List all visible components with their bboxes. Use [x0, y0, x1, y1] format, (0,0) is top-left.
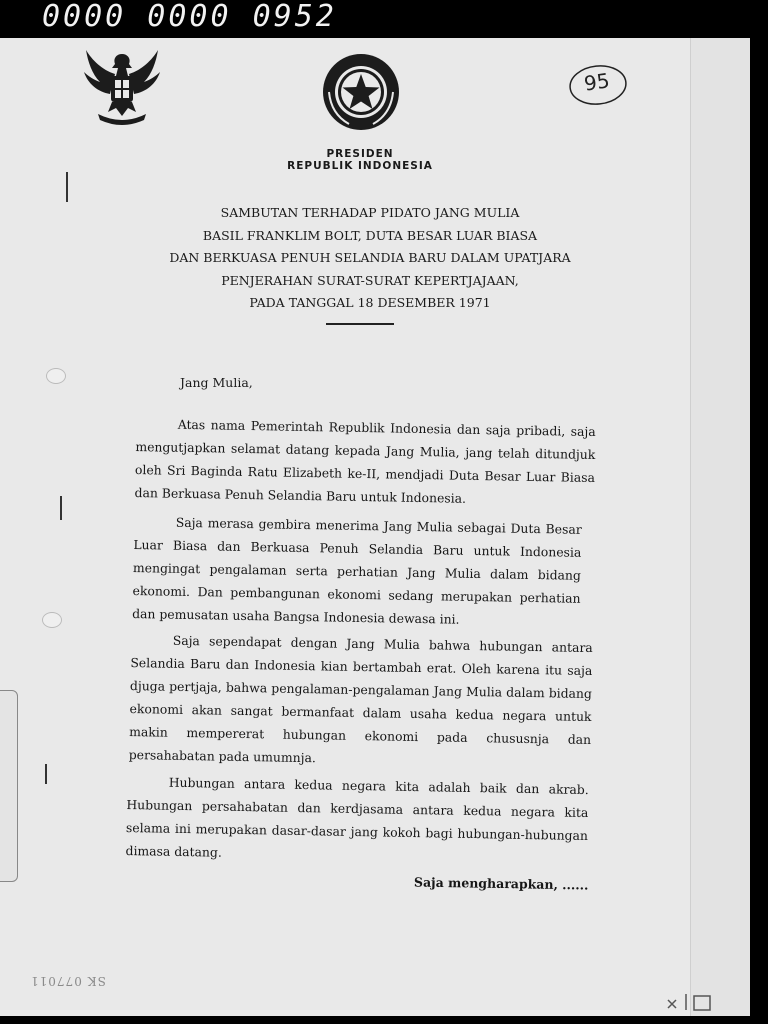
page-edge	[690, 38, 751, 1016]
office-line-2: REPUBLIK INDONESIA	[287, 160, 433, 172]
punch-hole	[42, 612, 62, 628]
office-line-1: PRESIDEN	[326, 148, 394, 160]
punch-hole	[46, 368, 66, 384]
scan-mark	[45, 764, 47, 784]
garuda-pancasila-icon	[82, 46, 162, 128]
letterhead-office	[270, 148, 450, 172]
title-line: PENJERAHAN SURAT-SURAT KEPERTJAJAAN,	[221, 272, 519, 288]
page-number-text: 95	[582, 68, 611, 96]
film-border-right	[750, 0, 768, 1024]
frame-number: 0000 0000 0952	[42, 0, 337, 34]
film-header-bar	[0, 0, 768, 38]
title-line: DAN BERKUASA PENUH SELANDIA BARU DALAM UPATJARA	[169, 250, 571, 265]
scan-mark	[66, 172, 68, 202]
archive-code: SK 077011	[30, 974, 106, 988]
title-line: BASIL FRANKLIM BOLT, DUTA BESAR LUAR BIASA	[202, 227, 538, 243]
film-corner-marks	[664, 988, 716, 1012]
document-title	[150, 202, 590, 315]
body-paragraph: Atas nama Pemerintah Republik Indonesia dan saja pribadi, saja mengutjapkan selamat datang kepada Jang Mulia, jang telah ditundjuk oleh Sri Baginda Ratu Elizabeth ke-II, mendjadi Duta Besar Luar Biasa dan Berkuasa Penuh Selandia Baru untuk Indonesia.	[134, 416, 596, 506]
film-border-bottom	[0, 1016, 768, 1024]
closing-line: Saja mengharapkan, ......	[413, 874, 589, 893]
presidential-star-seal-icon	[319, 52, 403, 136]
title-line: PADA TANGGAL 18 DESEMBER 1971	[249, 295, 491, 310]
handwritten-page-number	[568, 62, 626, 104]
body-paragraph: Saja sependapat dengan Jang Mulia bahwa hubungan antara Selandia Baru dan Indonesia kian bertambah erat. Oleh karena itu saja djuga pertjaja, bahwa pengalaman-pengalaman Jang Mulia dalam bidang ekonomi akan sangat bermanfaat dalam usaha kedua negara untuk makin mempererat hubungan ekonomi pada chususnja dan persahabatan pada umumnja.	[128, 632, 593, 766]
title-line: SAMBUTAN TERHADAP PIDATO JANG MULIA	[220, 205, 520, 220]
binder-tab	[0, 690, 18, 882]
scan-mark	[60, 496, 62, 520]
body-paragraph: Saja merasa gembira menerima Jang Mulia sebagai Duta Besar Luar Biasa dan Berkuasa Penuh Selandia Baru untuk Indonesia mengingat pengalaman serta perhatian Jang Mulia dalam bidang ekonomi. Dan pembangunan ekonomi sedang merupakan perhatian dan pemusatan usaha Bangsa Indonesia dewasa ini.	[132, 514, 582, 627]
salutation: Jang Mulia,	[180, 375, 253, 390]
title-divider	[326, 323, 394, 325]
body-paragraph: Hubungan antara kedua negara kita adalah baik dan akrab. Hubungan persahabatan dan kerdjasama antara kedua negara kita selama ini merupakan dasar-dasar jang kokoh bagi hubungan-hubungan dimasa datang.	[125, 774, 589, 860]
